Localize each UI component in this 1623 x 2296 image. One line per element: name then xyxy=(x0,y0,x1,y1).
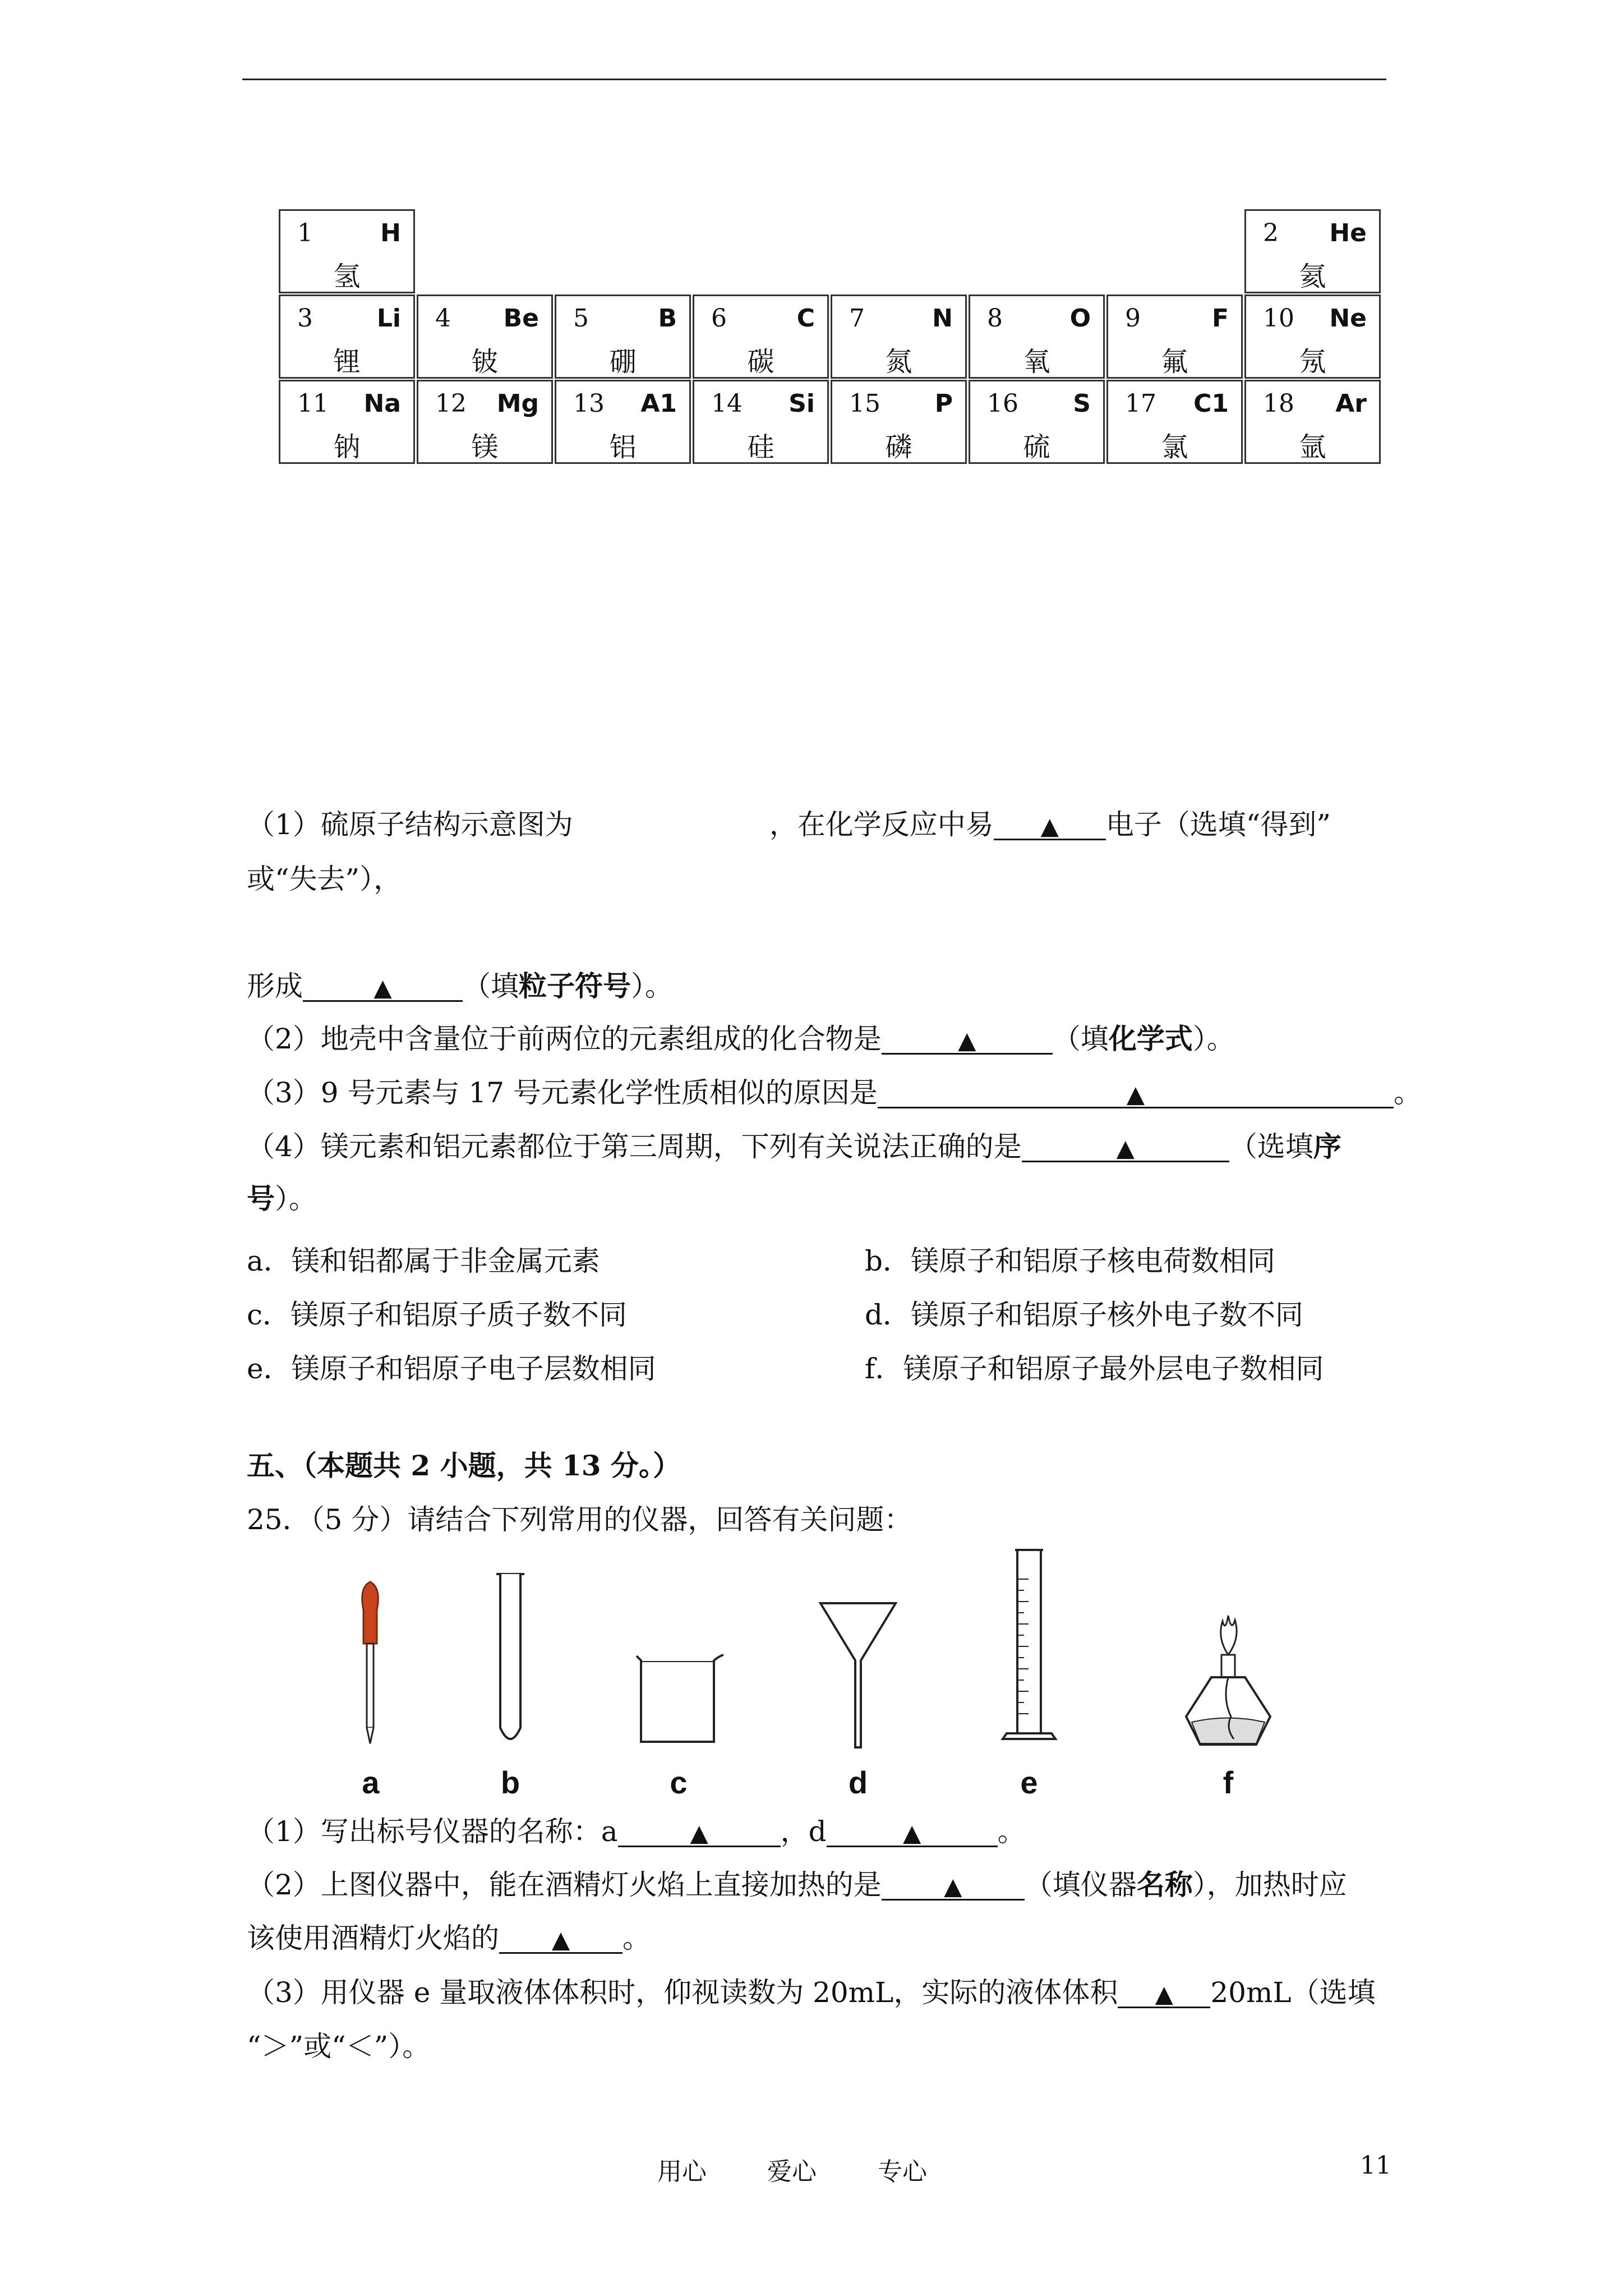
atomic-number: 8 xyxy=(987,304,1003,333)
element-symbol: Si xyxy=(789,389,815,418)
element-name: 铝 xyxy=(609,431,637,463)
apparatus-label-c: c xyxy=(670,1765,688,1800)
element-symbol: O xyxy=(1069,304,1091,333)
q24-p4-hint-bold: 序 xyxy=(1313,1130,1341,1163)
blank-marker: ▲ xyxy=(958,1027,976,1054)
element-name: 氩 xyxy=(1299,431,1326,463)
atomic-number: 16 xyxy=(987,389,1018,418)
q24-p1-text-d: 或“失去”）， xyxy=(247,863,402,895)
q25-s3-text-a: （3）用仪器 e 量取液体体积时，仰视读数为 20mL，实际的液体体积 xyxy=(247,1976,1118,2009)
atomic-number: 14 xyxy=(711,389,743,418)
beaker-icon xyxy=(631,1649,726,1750)
q25-sub1 xyxy=(247,1815,1026,1848)
q25-sub2-line1 xyxy=(247,1868,1347,1901)
element-symbol: Ar xyxy=(1335,389,1367,418)
element-cell xyxy=(969,295,1105,379)
element-cell xyxy=(1244,380,1381,464)
element-name: 氯 xyxy=(1161,431,1188,463)
footer-word-2: 爱心 xyxy=(767,2157,817,2186)
blank-marker: ▲ xyxy=(1116,1134,1135,1162)
element-symbol: P xyxy=(934,389,953,418)
q25-s2-text-a: （2）上图仪器中，能在酒精灯火焰上直接加热的是 xyxy=(247,1869,882,1901)
q24-p3-text: （3）9 号元素与 17 号元素化学性质相似的原因是 xyxy=(247,1076,878,1109)
q25-intro: 25．（5 分）请结合下列常用的仪器，回答有关问题： xyxy=(247,1503,912,1536)
header-rule xyxy=(242,79,1386,80)
element-name: 氦 xyxy=(1299,261,1326,292)
element-symbol: A1 xyxy=(640,389,677,418)
q24-p2-hint-bold: 化学式 xyxy=(1108,1022,1193,1055)
element-name: 硫 xyxy=(1023,431,1050,463)
element-cell xyxy=(1244,295,1381,379)
blank-marker: ▲ xyxy=(1155,1980,1173,2008)
q24-p3-end: 。 xyxy=(1393,1076,1422,1109)
atomic-number: 3 xyxy=(297,304,313,333)
element-name: 镁 xyxy=(471,431,499,463)
q24-p1-hint-pre: （填 xyxy=(463,970,519,1002)
element-cell xyxy=(279,295,415,379)
q24-part2 xyxy=(247,1022,1235,1055)
q24-part1-line3 xyxy=(247,969,673,1002)
element-cell xyxy=(831,380,967,464)
element-name: 硼 xyxy=(609,346,637,378)
answer-blank[interactable] xyxy=(994,811,1106,840)
footer-word-1: 用心 xyxy=(657,2157,707,2186)
q24-p2-hint-pre: （填 xyxy=(1052,1023,1109,1055)
q24-part1-line1 xyxy=(247,808,1331,841)
q24-p2-hint-post: ）。 xyxy=(1192,1023,1235,1055)
q24-p1-text-e: 形成 xyxy=(247,970,303,1002)
element-cell xyxy=(693,380,829,464)
element-symbol: C xyxy=(796,304,815,333)
element-symbol: Be xyxy=(503,304,539,333)
element-name: 碳 xyxy=(747,346,774,378)
blank-marker: ▲ xyxy=(690,1819,708,1847)
element-name: 氟 xyxy=(1161,346,1188,378)
answer-blank[interactable] xyxy=(1118,1978,1210,2008)
element-symbol: Na xyxy=(363,389,401,418)
atomic-number: 7 xyxy=(849,304,865,333)
blank-marker: ▲ xyxy=(1040,812,1059,840)
q24-part1-line2 xyxy=(247,865,402,893)
q25-sub3-line1 xyxy=(247,1978,1376,2008)
funnel-icon xyxy=(816,1599,900,1750)
answer-blank[interactable] xyxy=(618,1818,781,1847)
apparatus-label-f: f xyxy=(1223,1765,1234,1800)
atomic-number: 11 xyxy=(297,389,329,418)
element-cell xyxy=(969,380,1105,464)
answer-blank[interactable] xyxy=(827,1818,998,1847)
element-name: 铍 xyxy=(471,346,499,378)
q25-s2-hint-bold: 名称 xyxy=(1136,1868,1193,1901)
element-symbol: Ne xyxy=(1329,304,1367,333)
element-symbol: C1 xyxy=(1193,389,1229,418)
element-symbol: H xyxy=(380,219,401,247)
atomic-number: 5 xyxy=(573,304,589,333)
q24-p1-text-c: 电子（选填“得到” xyxy=(1105,808,1331,841)
answer-blank[interactable] xyxy=(882,1871,1025,1901)
q25-s3-text-c: “＞”或“＜”）。 xyxy=(247,2030,431,2063)
atomic-number: 12 xyxy=(435,389,467,418)
element-name: 氖 xyxy=(1299,346,1326,378)
atomic-number: 2 xyxy=(1263,219,1279,247)
option-b: b．镁原子和铝原子核电荷数相同 xyxy=(865,1245,1276,1277)
element-cell xyxy=(831,295,967,379)
element-cell xyxy=(1106,295,1243,379)
element-cell xyxy=(279,380,415,464)
element-name: 氮 xyxy=(885,346,912,378)
element-symbol: He xyxy=(1329,219,1367,247)
q25-s2-text-d: 。 xyxy=(623,1922,651,1954)
blank-marker: ▲ xyxy=(374,974,392,1001)
element-name: 硅 xyxy=(747,431,774,463)
q25-s2-text-c: 该使用酒精灯火焰的 xyxy=(247,1922,499,1954)
q25-sub2-line2 xyxy=(247,1924,651,1954)
element-cell xyxy=(693,295,829,379)
element-symbol: F xyxy=(1211,304,1229,333)
element-cell xyxy=(417,380,553,464)
element-name: 氧 xyxy=(1023,346,1050,378)
dropper-icon xyxy=(348,1576,393,1745)
element-symbol: Li xyxy=(376,304,401,333)
option-a: a．镁和铝都属于非金属元素 xyxy=(247,1245,600,1277)
q25-s1-text-a: （1）写出标号仪器的名称：a xyxy=(247,1815,618,1848)
element-name: 磷 xyxy=(885,431,912,463)
atomic-number: 1 xyxy=(297,219,313,247)
alcohol-lamp-icon xyxy=(1178,1604,1279,1750)
q25-s1-text-b: ，d xyxy=(780,1815,827,1848)
atomic-number: 9 xyxy=(1125,304,1141,333)
element-symbol: S xyxy=(1073,389,1091,418)
q24-p1-hint-bold: 粒子符号 xyxy=(519,969,631,1002)
element-cell xyxy=(1106,380,1243,464)
apparatus-label-e: e xyxy=(1020,1765,1038,1800)
element-symbol: N xyxy=(932,304,953,333)
q25-s2-hint-post: ），加热时应 xyxy=(1192,1869,1347,1901)
element-name: 锂 xyxy=(333,346,361,378)
element-cell xyxy=(1244,209,1381,293)
blank-marker: ▲ xyxy=(944,1872,962,1900)
q24-p4-text: （4）镁元素和铝元素都位于第三周期，下列有关说法正确的是 xyxy=(247,1130,1022,1163)
element-name: 氢 xyxy=(333,261,361,292)
q24-part4-line1 xyxy=(247,1130,1341,1163)
q25-s2-hint-pre: （填仪器 xyxy=(1024,1869,1137,1901)
blank-marker: ▲ xyxy=(551,1926,570,1953)
footer-word-3: 专心 xyxy=(878,2157,927,2186)
answer-blank[interactable] xyxy=(499,1924,623,1954)
atomic-number: 17 xyxy=(1125,389,1156,418)
element-name: 钠 xyxy=(333,431,361,463)
blank-marker: ▲ xyxy=(902,1819,921,1847)
option-e: e．镁原子和铝原子电子层数相同 xyxy=(247,1352,656,1385)
answer-blank[interactable] xyxy=(878,1079,1394,1108)
atomic-number: 10 xyxy=(1263,304,1294,333)
element-cell xyxy=(555,295,691,379)
answer-blank[interactable] xyxy=(303,972,463,1002)
answer-blank[interactable] xyxy=(882,1025,1053,1055)
q25-sub3-line2 xyxy=(247,2030,431,2063)
periodic-table xyxy=(279,209,1381,467)
q24-p1-text-a: （1）硫原子结构示意图为 xyxy=(247,808,573,841)
apparatus-label-a: a xyxy=(362,1765,380,1800)
answer-blank[interactable] xyxy=(1022,1133,1229,1162)
option-f: f．镁原子和铝原子最外层电子数相同 xyxy=(865,1352,1324,1385)
element-cell xyxy=(555,380,691,464)
section-heading: 五、（本题共 2 小题，共 13 分。） xyxy=(247,1449,681,1482)
test-tube-icon xyxy=(488,1571,533,1750)
q24-p4-hint-post: ）。 xyxy=(275,1182,317,1215)
q25-s1-text-c: 。 xyxy=(997,1815,1026,1848)
q24-p2-text: （2）地壳中含量位于前两位的元素组成的化合物是 xyxy=(247,1023,882,1055)
atomic-number: 18 xyxy=(1263,389,1294,418)
q24-p1-text-b: ，在化学反应中易 xyxy=(769,808,994,841)
apparatus-label-d: d xyxy=(848,1765,868,1800)
atomic-number: 13 xyxy=(573,389,605,418)
page-number: 11 xyxy=(1360,2151,1391,2180)
element-cell xyxy=(417,295,553,379)
graduated-cylinder-icon xyxy=(998,1545,1060,1750)
q24-p4-hint-pre: （选填 xyxy=(1229,1130,1313,1163)
apparatus-label-b: b xyxy=(500,1765,520,1800)
element-symbol: B xyxy=(658,304,677,333)
atomic-number: 15 xyxy=(849,389,880,418)
q24-p4-hint-bold-2: 号 xyxy=(247,1182,275,1215)
q25-s3-text-b: 20mL（选填 xyxy=(1210,1976,1376,2009)
option-d: d．镁原子和铝原子核外电子数不同 xyxy=(865,1299,1304,1331)
element-symbol: Mg xyxy=(496,389,539,418)
atomic-number: 4 xyxy=(435,304,451,333)
atomic-number: 6 xyxy=(711,304,727,333)
blank-marker: ▲ xyxy=(1126,1080,1145,1108)
element-cell xyxy=(279,209,415,293)
q24-part3 xyxy=(247,1076,1422,1109)
q24-part4-line2 xyxy=(247,1182,317,1215)
option-c: c．镁原子和铝原子质子数不同 xyxy=(247,1299,628,1331)
q24-p1-hint-post: ）。 xyxy=(631,970,673,1002)
